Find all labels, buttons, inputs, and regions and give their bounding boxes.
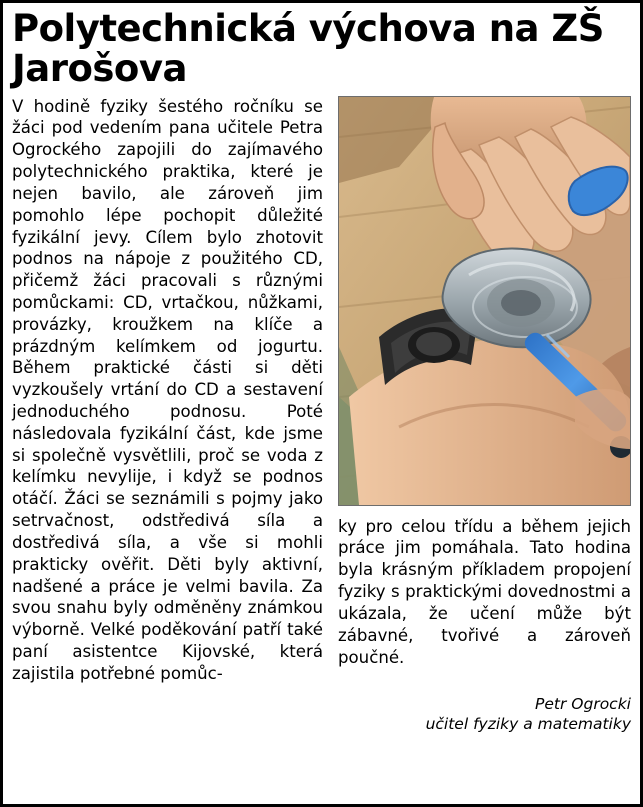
page-content bbox=[12, 9, 631, 799]
signature-role: učitel fyziky a matematiky bbox=[425, 715, 631, 734]
article-body-right: ky pro celou třídu a během jejich práce jim pomáhala. Tato hodina byla krásným příkladem propojení fyziky s praktickými dovednostmi a ukázala, že učení může být zábavné, tvořivé a zároveň poučné. bbox=[338, 516, 631, 667]
page-title: Polytechnická výchova na ZŠ Jarošova bbox=[12, 7, 604, 91]
photo-hands-drilling-cd-icon bbox=[339, 97, 630, 505]
article-signature bbox=[338, 694, 631, 734]
signature-name: Petr Ogrocki bbox=[535, 695, 631, 714]
article-column-left bbox=[12, 96, 323, 685]
article-body-left: V hodině fyziky šestého ročníku se žáci pod vedením pana učitele Petra Ogrockého zapojili do zajímavého polytechnického praktika, které je nejen bavilo, ale zároveň jim pomohlo lépe pochopit důležité fyzikální jevy. Cílem bylo zhotovit podnos na nápoje z použitého CD, přičemž žáci pracovali s různými pomůckami: CD, vrtačkou, nůžkami, provázky, kroužkem na klíče a prázdným kelímkem od jogurtu. Během praktické části si děti vyzkoušely vrtání do CD a sestavení jednoduchého podnosu. Poté následovala fyzikální část, kde jsme si společně vysvětlili, proč se voda z kelímku nevylije, i když se podnos otáčí. Žáci se seznámili s pojmy jako setrvačnost, odstředivá síla a dostředivá síla, a vše si mohli prakticky ověřit. Děti byly aktivní, nadšené a práce je velmi bavila. Za svou snahu byly odměněny známkou výborně. Velké poděkování patří také paní asistentce Kijovské, která zajistila potřebné pomůc- bbox=[12, 96, 323, 683]
article-photo bbox=[338, 96, 631, 506]
article-column-right bbox=[338, 516, 631, 735]
